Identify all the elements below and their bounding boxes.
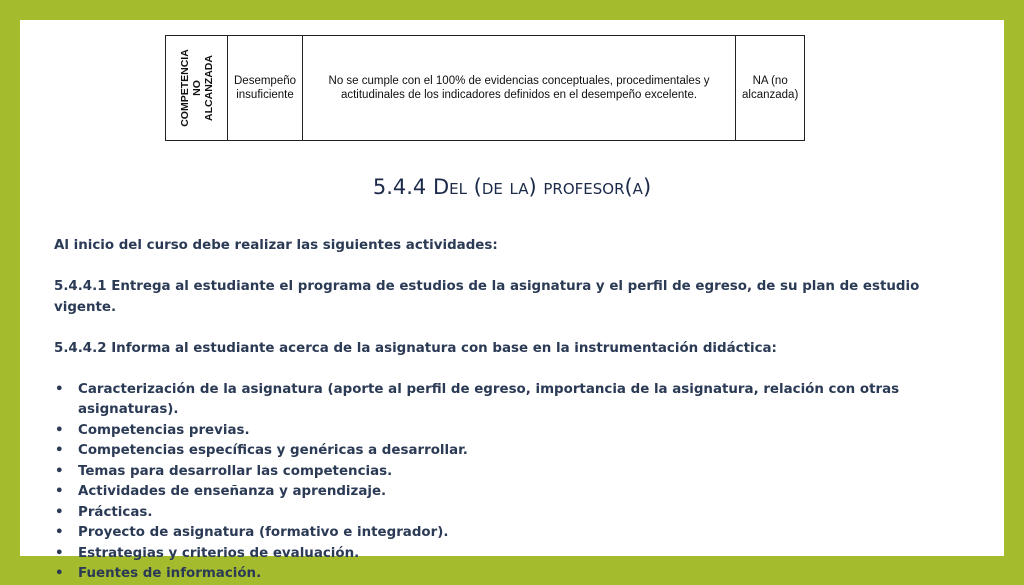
section-title: el (de la) profesor(a) bbox=[449, 175, 652, 199]
section-title-initial: D bbox=[432, 175, 450, 199]
list-item: • Prácticas. bbox=[54, 503, 984, 524]
bullet-list bbox=[54, 380, 984, 585]
list-item: • Competencias previas. bbox=[54, 421, 984, 442]
list-item: • Actividades de enseñanza y aprendizaje. bbox=[54, 482, 984, 503]
competency-label-line: NO bbox=[190, 80, 203, 96]
competency-label-line: ALCANZADA bbox=[202, 55, 215, 121]
competency-cell bbox=[166, 36, 228, 141]
item-5-4-4-2: 5.4.4.2 Informa al estudiante acerca de la asignatura con base en la instrumentación didáctica: bbox=[54, 340, 777, 356]
item-5-4-4-1: 5.4.4.1 Entrega al estudiante el programa de estudios de la asignatura y el perfil de egreso, de su plan de estudio vigente. bbox=[54, 279, 920, 315]
list-item: • Competencias específicas y genéricas a desarrollar. bbox=[54, 441, 984, 462]
list-item: • Caracterización de la asignatura (aporte al perfil de egreso, importancia de la asignatura, relación con otras asignaturas). bbox=[54, 380, 984, 421]
result-cell: NA (no alcanzada) bbox=[736, 36, 805, 141]
section-number: 5.4.4 bbox=[372, 175, 433, 199]
list-item: • Estrategias y criterios de evaluación. bbox=[54, 544, 984, 565]
performance-level-table bbox=[165, 35, 805, 141]
list-item: • Proyecto de asignatura (formativo e integrador). bbox=[54, 523, 984, 544]
slide bbox=[20, 20, 1004, 581]
table-row bbox=[166, 36, 805, 141]
competency-label-line: COMPETENCIA bbox=[178, 49, 191, 127]
list-item: • Temas para desarrollar las competencias. bbox=[54, 462, 984, 483]
performance-level-cell: Desempeño insuficiente bbox=[228, 36, 303, 141]
description-cell: No se cumple con el 100% de evidencias conceptuales, procedimentales y actitudinales de los indicadores definidos en el desempeño excelente. bbox=[303, 36, 736, 141]
competency-label bbox=[179, 49, 215, 127]
section-heading bbox=[20, 175, 1004, 199]
intro-text: Al inicio del curso debe realizar las siguientes actividades: bbox=[54, 238, 498, 253]
list-item: • Fuentes de información. bbox=[54, 564, 984, 585]
body-content bbox=[54, 236, 984, 585]
